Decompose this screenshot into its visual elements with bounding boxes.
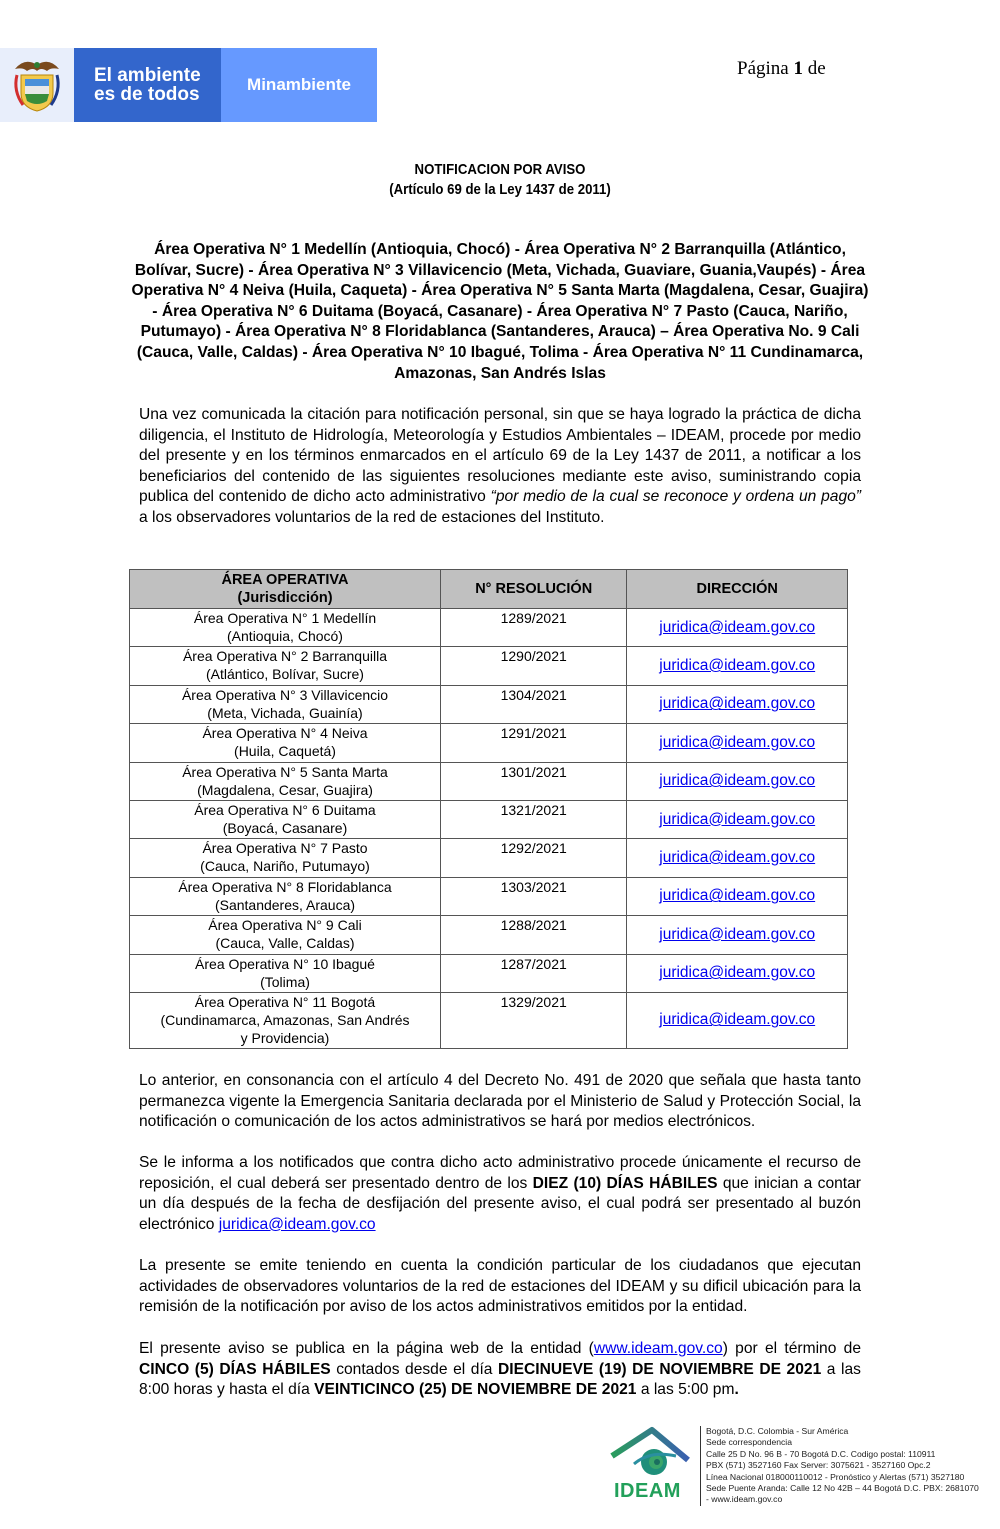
area-cell [130, 724, 441, 762]
recurso-text-1: Se le informa a los notificados que contra dicho acto administrativo procede únicamente el recurso de reposición, el cual deberá ser presentado dentro de los [139, 1154, 861, 1192]
area-cell [130, 762, 441, 800]
area-jurisdiction: (Tolima) [260, 973, 310, 990]
email-link[interactable]: juridica@ideam.gov.co [659, 695, 816, 713]
header-address: DIRECCIÓN [627, 570, 848, 609]
table-row [130, 724, 848, 762]
email-cell [627, 877, 848, 915]
header-area-line2: (Jurisdicción) [237, 590, 333, 606]
email-cell [627, 839, 848, 877]
table-row [130, 877, 848, 915]
area-jurisdiction: (Cauca, Valle, Caldas) [215, 935, 355, 952]
email-cell [627, 800, 848, 838]
pub-term: CINCO (5) DÍAS HÁBILES [139, 1360, 331, 1378]
area-name: Área Operativa N° 3 Villavicencio [181, 686, 389, 703]
email-link[interactable]: juridica@ideam.gov.co [659, 772, 816, 790]
resolutions-table [129, 569, 848, 1049]
area-cell [130, 647, 441, 685]
page-number: 1 [793, 58, 803, 79]
email-link[interactable]: juridica@ideam.gov.co [659, 964, 816, 982]
area-name: Área Operativa N° 1 Medellín [193, 610, 377, 626]
intro-text-end: a los observadores voluntarios de la red de estaciones del Instituto. [139, 508, 605, 526]
address-line: - www.ideam.gov.co [706, 1494, 783, 1505]
header-banner [0, 48, 377, 122]
email-link[interactable]: juridica@ideam.gov.co [659, 618, 816, 636]
header-area-line1: ÁREA OPERATIVA [221, 572, 349, 588]
table-row [130, 647, 848, 685]
email-cell [627, 916, 848, 954]
area-name: Área Operativa N° 8 Floridablanca [178, 878, 392, 895]
email-link[interactable]: juridica@ideam.gov.co [659, 849, 816, 867]
title-line-2: (Artículo 69 de la Ley 1437 de 2011) [389, 181, 611, 198]
page-number-label [737, 58, 826, 80]
area-name: Área Operativa N° 5 Santa Marta [182, 763, 388, 780]
area-name: Área Operativa N° 2 Barranquilla [182, 648, 388, 665]
area-jurisdiction: (Santanderes, Arauca) [214, 896, 356, 913]
title-line-1: NOTIFICACION POR AVISO [414, 161, 586, 178]
intro-paragraph [139, 405, 861, 529]
area-name: Área Operativa N° 11 Bogotá [194, 993, 376, 1010]
minambiente-brand: Minambiente [221, 48, 377, 122]
email-cell [627, 685, 848, 723]
email-cell [627, 609, 848, 647]
area-cell [130, 800, 441, 838]
email-cell [627, 954, 848, 992]
resolution-cell: 1304/2021 [441, 685, 627, 723]
resolution-cell: 1292/2021 [441, 839, 627, 877]
address-line: Sede Puente Aranda: Calle 12 No 42B – 44 Bogotá D.C. PBX: 2681070 [706, 1483, 979, 1494]
slogan-line-1: El ambiente [94, 65, 201, 86]
area-cell [130, 877, 441, 915]
table-row [130, 609, 848, 647]
address-line: PBX (571) 3527160 Fax Server: 3075621 - 3527160 Opc.2 [706, 1460, 931, 1471]
table-row [130, 762, 848, 800]
resolution-cell: 1329/2021 [441, 992, 627, 1048]
recurso-text-2: que inician a contar un día después de la fecha de desfijación del presente aviso, el cual podrá ser presentado al buzón electrónico [139, 1174, 861, 1233]
area-jurisdiction: (Magdalena, Cesar, Guajira) [197, 781, 373, 798]
area-name: Área Operativa N° 7 Pasto [202, 840, 368, 857]
pub-text-2: ) por el término de [722, 1340, 861, 1357]
email-link[interactable]: juridica@ideam.gov.co [659, 925, 816, 943]
email-link[interactable]: juridica@ideam.gov.co [659, 657, 816, 675]
pub-text-5: a las 5:00 pm [636, 1381, 735, 1399]
pub-end-date: VEINTICINCO (25) DE NOVIEMBRE DE 2021 [314, 1381, 637, 1399]
ideam-eye-icon [600, 1420, 700, 1480]
recurso-paragraph [139, 1153, 861, 1235]
footer-address [700, 1426, 979, 1506]
area-jurisdiction: (Atlántico, Bolívar, Sucre) [206, 666, 364, 683]
resolution-cell: 1303/2021 [441, 877, 627, 915]
table-body [130, 609, 848, 1049]
page-label: Página [737, 58, 789, 79]
pub-text-1: El presente aviso se publica en la página web de la entidad ( [139, 1340, 594, 1357]
table-row [130, 685, 848, 723]
area-cell [130, 609, 441, 647]
table-row [130, 954, 848, 992]
area-name: Área Operativa N° 4 Neiva [202, 725, 368, 742]
address-line: Bogotá, D.C. Colombia - Sur América [706, 1426, 849, 1436]
resolution-cell: 1289/2021 [441, 609, 627, 647]
footer [600, 1420, 980, 1510]
table-row [130, 800, 848, 838]
area-cell [130, 992, 441, 1048]
area-jurisdiction: (Boyacá, Casanare) [222, 819, 348, 836]
email-link[interactable]: juridica@ideam.gov.co [659, 733, 816, 751]
pub-period: . [734, 1381, 739, 1399]
area-cell [130, 954, 441, 992]
resolution-cell: 1321/2021 [441, 800, 627, 838]
resolution-cell: 1301/2021 [441, 762, 627, 800]
email-link[interactable]: juridica@ideam.gov.co [659, 887, 816, 905]
website-link[interactable]: www.ideam.gov.co [593, 1340, 723, 1357]
slogan-line-2: es de todos [94, 84, 200, 105]
email-link[interactable]: juridica@ideam.gov.co [659, 1011, 816, 1029]
email-link[interactable]: juridica@ideam.gov.co [659, 810, 816, 828]
areas-heading: Área Operativa N° 1 Medellín (Antioquia, Chocó) - Área Operativa N° 2 Barranquilla (Atlántico, Bolívar, Sucre) - Área Operativa N° 3 Villavicencio (Meta, Vichada, Guaviare, Guania,Vaupés) - Área Operativa N° 4 Neiva (Huila, Caqueta) - Área Operativa N° 5 Santa Marta (Magdalena, Cesar, Guajira) - Área Operativa N° 6 Duitama (Boyacá, Casanare) - Área Operativa N° 7 Pasto (Cauca, Nariño, Putumayo) - Área Operativa N° 8 Floridablanca (Santanderes, Arauca) – Área Operativa No. 9 Cali (Cauca, Valle, Caldas) - Área Operativa N° 10 Ibagué, Tolima - Área Operativa N° 11 Cundinamarca, Amazonas, San Andrés Islas [131, 241, 869, 382]
resolution-cell: 1288/2021 [441, 916, 627, 954]
pub-text-3: contados desde el día [330, 1360, 498, 1378]
intro-text: Una vez comunicada la citación para notificación personal, sin que se haya logrado la práctica de dicha diligencia, el Instituto de Hidrología, Meteorología y Estudios Ambientales – IDEAM, procede por medio del presente y en los términos enmarcados en el artículo 69 de la Ley 1437 de 2011, a notificar a los beneficiarios del contenido de las siguientes resoluciones mediante este aviso, suministrando copia publica del contenido de dicho acto administrativo [139, 406, 861, 506]
table-row [130, 839, 848, 877]
header-area [130, 570, 441, 609]
area-jurisdiction: (Cauca, Nariño, Putumayo) [200, 858, 370, 875]
email-cell [627, 762, 848, 800]
resolution-cell: 1287/2021 [441, 954, 627, 992]
area-jurisdiction: (Huila, Caquetá) [234, 743, 336, 760]
recurso-deadline: DIEZ (10) DÍAS HÁBILES [532, 1174, 718, 1192]
area-jurisdiction: (Meta, Vichada, Guainía) [207, 704, 363, 721]
area-jurisdiction: (Antioquia, Chocó) [227, 628, 343, 644]
pub-text-4: a las 8:00 horas y hasta el día [139, 1360, 861, 1399]
table-row [130, 992, 848, 1048]
intro-quote: “por medio de la cual se reconoce y ordena un pago” [490, 488, 861, 506]
address-line: Sede correspondencia [706, 1437, 792, 1448]
slogan-block [74, 48, 221, 122]
email-cell [627, 992, 848, 1048]
address-line: Calle 25 D No. 96 B - 70 Bogotá D.C. Codigo postal: 110911 [706, 1448, 936, 1459]
header-resolution: N° RESOLUCIÓN [441, 570, 627, 609]
decree-paragraph: Lo anterior, en consonancia con el artículo 4 del Decreto No. 491 de 2020 que señala que hasta tanto permanezca vigente la Emergencia Sanitaria declarada por el Ministerio de Salud y Protección Social, la notificación o comunicación de los actos administrativos se hará por medios electrónicos. [139, 1072, 861, 1131]
coat-of-arms-icon [11, 55, 63, 115]
email-cell [627, 724, 848, 762]
area-cell [130, 839, 441, 877]
pub-start-date: DIECINUEVE (19) DE NOVIEMBRE DE 2021 [498, 1360, 822, 1378]
email-cell [627, 647, 848, 685]
table-header-row [130, 570, 848, 609]
page-of: de [807, 58, 826, 79]
area-name: Área Operativa N° 6 Duitama [194, 801, 376, 818]
ideam-logo [600, 1420, 700, 1510]
publication-paragraph [139, 1339, 861, 1401]
area-cell [130, 916, 441, 954]
area-cell [130, 685, 441, 723]
area-name: Área Operativa N° 10 Ibagué [195, 955, 375, 972]
area-jurisdiction: (Cundinamarca, Amazonas, San Andrés y Providencia) [160, 1011, 410, 1046]
resolution-cell: 1291/2021 [441, 724, 627, 762]
recurso-email-link[interactable]: juridica@ideam.gov.co [218, 1215, 376, 1233]
condition-paragraph: La presente se emite teniendo en cuenta la condición particular de los ciudadanos que ejecutan actividades de observadores voluntarios de la red de estaciones del IDEAM y su dificil ubicación para la remisión de la notificación por aviso de los actos administrativos emitidos por la entidad. [139, 1257, 861, 1316]
resolution-cell: 1290/2021 [441, 647, 627, 685]
area-name: Área Operativa N° 9 Cali [208, 917, 362, 934]
ideam-logo-text: IDEAM [614, 1480, 681, 1502]
document-title [174, 160, 825, 200]
table-row [130, 916, 848, 954]
coat-of-arms-logo [0, 48, 74, 122]
address-line: Línea Nacional 018000110012 - Pronóstico y Alertas (571) 3527180 [706, 1471, 965, 1482]
